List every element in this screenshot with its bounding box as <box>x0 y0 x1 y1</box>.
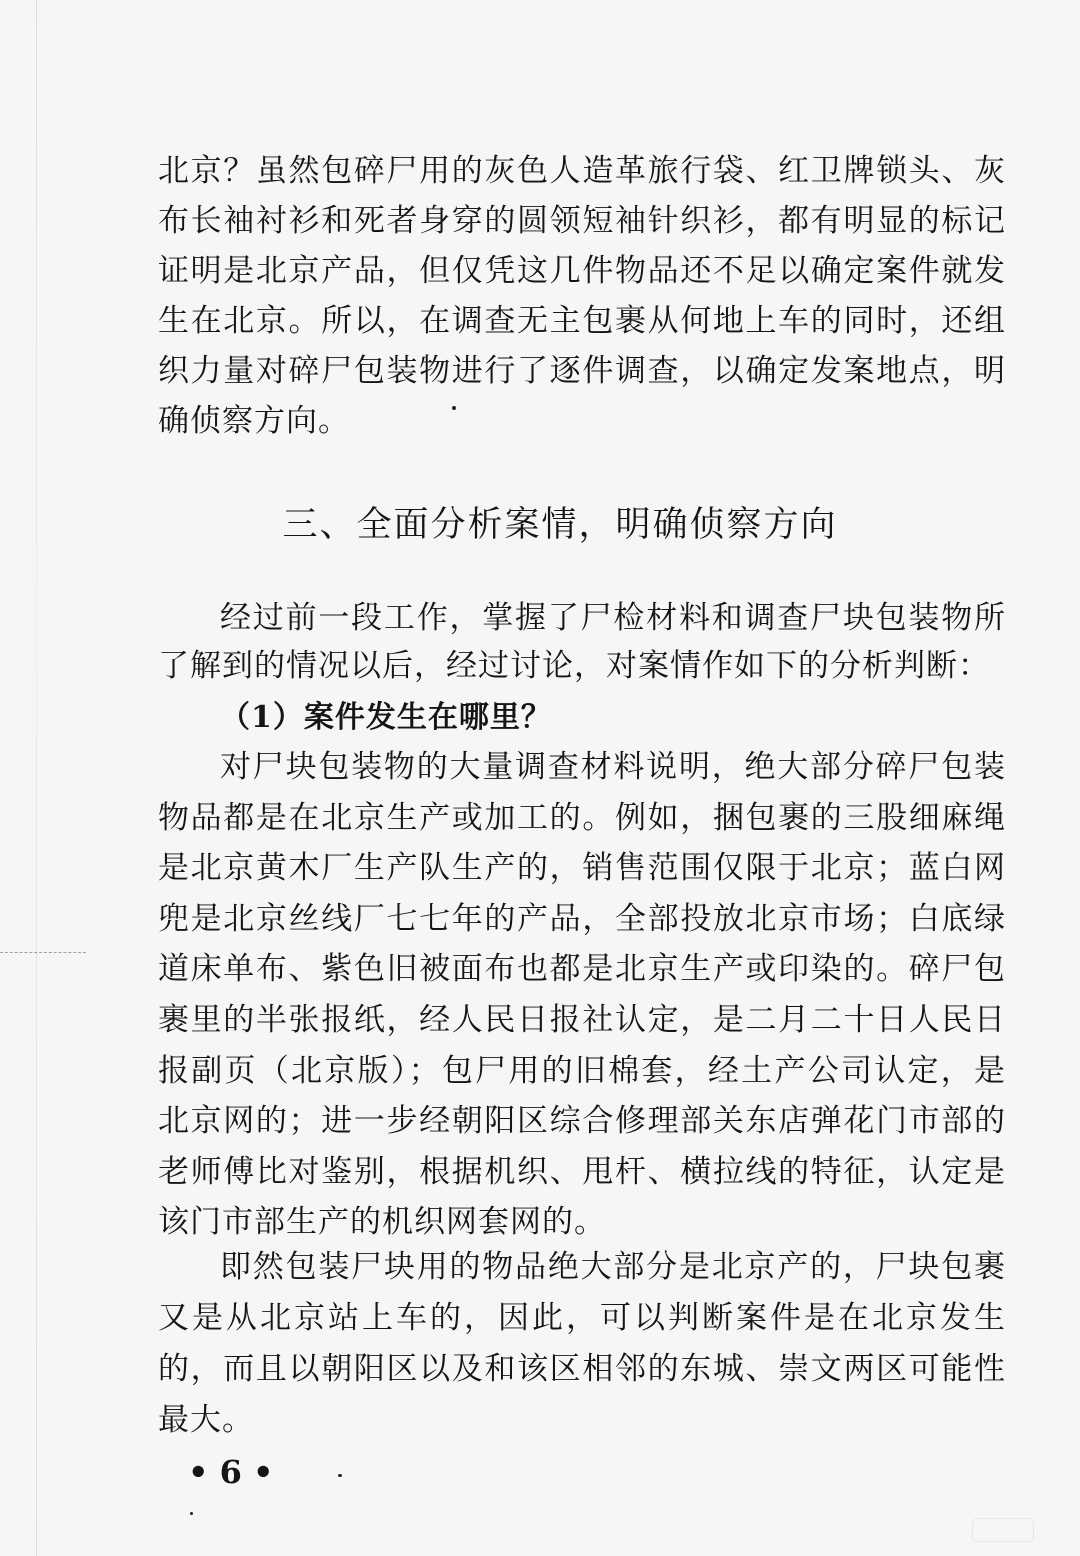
section-heading: 三、全面分析案情，明确侦察方向 <box>282 505 838 545</box>
paragraph-intro: 经过前一段工作，掌握了尸检材料和调查尸块包装物所了解到的情况以后，经过讨论，对案情作如下的分析判断： <box>158 600 1006 684</box>
scan-margin-line <box>36 0 37 1556</box>
scan-speck <box>452 406 456 410</box>
paragraph-evidence: 对尸块包装物的大量调查材料说明，绝大部分碎尸包装物品都是在北京生产或加工的。例如，捆包裹的三股细麻绳是北京黄木厂生产队生产的，销售范围仅限于北京；蓝白网兜是北京丝线厂七七年的产品，全部投放北京市场；白底绿道床单布、紫色旧被面布也都是北京生产或印染的。碎尸包裹里的半张报纸，经人民日报社认定，是二月二十日人民日报副页（北京版）；包尸用的旧棉套，经土产公司认定，是北京网的；进一步经朝阳区综合修理部关东店弹花门市部的老师傅比对鉴别，根据机织、甩杆、横拉线的特征，认定是该门市部生产的机织网套网的。 <box>158 749 1006 1241</box>
paragraph-conclusion: 即然包装尸块用的物品绝大部分是北京产的，尸块包裹又是从北京站上车的，因此，可以判断案件是在北京发生的，而且以朝阳区以及和该区相邻的东城、崇文两区可能性最大。 <box>158 1249 1006 1438</box>
scan-speck <box>338 1474 342 1477</box>
scan-artifact-dash <box>0 952 86 953</box>
page-number: • 6 • <box>188 1453 274 1491</box>
scan-speck <box>190 1512 193 1515</box>
subheading-case-location: （1）案件发生在哪里？ <box>220 700 552 735</box>
watermark-badge <box>972 1518 1034 1542</box>
paragraph-continuation: 北京？虽然包碎尸用的灰色人造革旅行袋、红卫牌锁头、灰布长袖衬衫和死者身穿的圆领短袖针织衫，都有明显的标记证明是北京产品，但仅凭这几件物品还不足以确定案件就发生在北京。所以，在调查无主包裹从何地上车的同时，还组织力量对碎尸包装物进行了逐件调查，以确定发案地点，明确侦察方向。 <box>158 153 1006 439</box>
